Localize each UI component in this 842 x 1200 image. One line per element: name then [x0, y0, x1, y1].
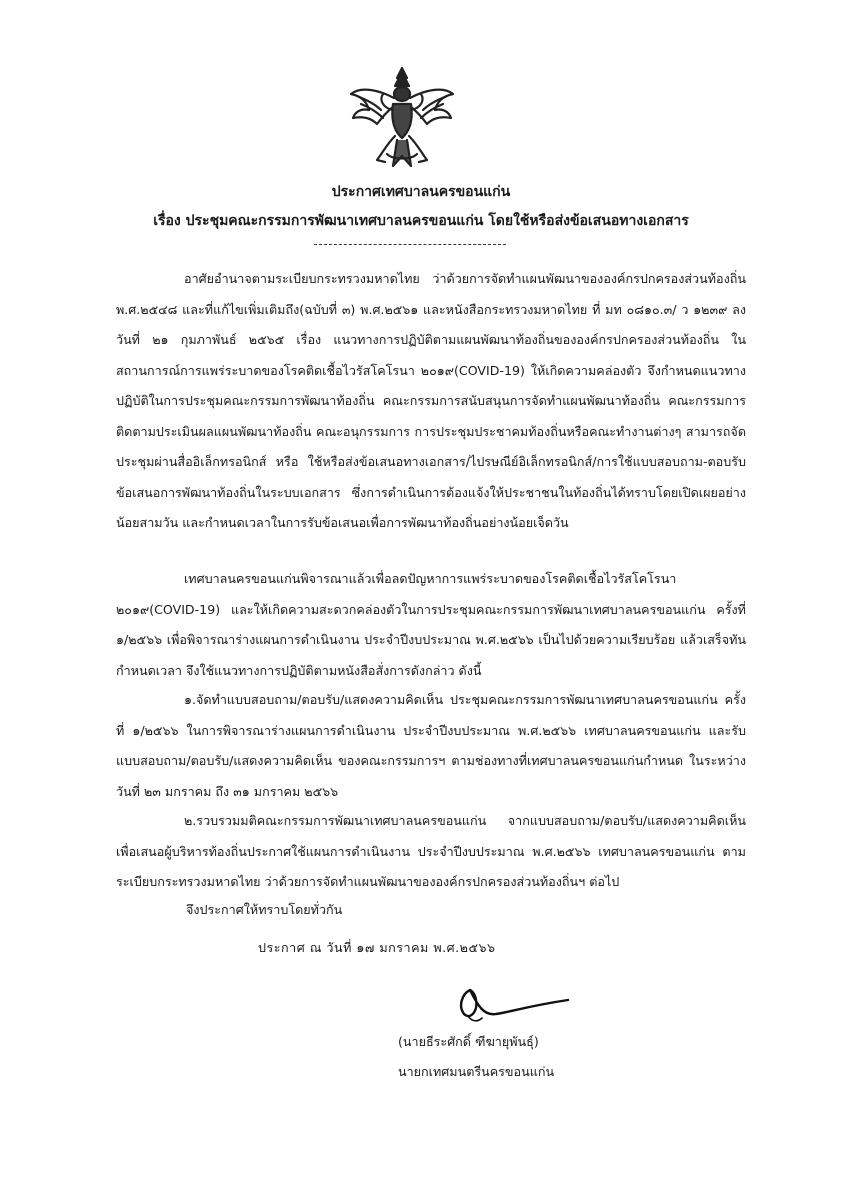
announcement-date: ประกาศ ณ วันที่ ๑๗ มกราคม พ.ศ.๒๕๖๖: [258, 940, 496, 955]
action-item-2: ๒.รวบรวมมติคณะกรรมการพัฒนาเทศบาลนครขอนแก่น จากแบบสอบถาม/ตอบรับ/แสดงความคิดเห็น เพื่อเสนอผู้บริหารท้องถิ่นประกาศใช้แผนการดำเนินงาน ประจำปีงบประมาณ พ.ศ.๒๕๖๖ เทศบาลนครขอนแก่น ตามระเบียบกระทรวงมหาดไทย ว่าด้วยการจัดทำแผนพัฒนาขององค์กรปกครองส่วนท้องถิ่นฯ ต่อไป: [116, 813, 746, 889]
body-paragraph-2: เทศบาลนครขอนแก่นพิจารณาแล้วเพื่อลดปัญหาการแพร่ระบาดของโรคติดเชื้อไวรัสโคโรนา ๒๐๑๙(COVID-19) และให้เกิดความสะดวกคล่องตัวในการประชุมคณะกรรมการพัฒนาเทศบาลนครขอนแก่น ครั้งที่ ๑/๒๕๖๖ เพื่อพิจารณาร่างแผนการดำเนินงาน ประจำปีงบประมาณ พ.ศ.๒๕๖๖ เป็นไปด้วยความเรียบร้อย แล้วเสร็จทันกำหนดเวลา จึงใช้แนวทางการปฏิบัติตามหนังสือสั่งการดังกล่าว ดังนี้: [116, 571, 746, 678]
garuda-emblem-icon: [347, 64, 457, 172]
signer-position: นายกเทศมนตรีนครขอนแก่น: [398, 1064, 555, 1079]
action-item-1: ๑.จัดทำแบบสอบถาม/ตอบรับ/แสดงความคิดเห็น ประชุมคณะกรรมการพัฒนาเทศบาลนครขอนแก่น ครั้งที่ ๑/๒๕๖๖ ในการพิจารณาร่างแผนการดำเนินงาน ประจำปีงบประมาณ พ.ศ.๒๕๖๖ เทศบาลนครขอนแก่น และรับแบบสอบถาม/ตอบรับ/แสดงความคิดเห็น ของคณะกรรมการฯ ตามช่องทางที่เทศบาลนครขอนแก่นกำหนด ในระหว่างวันที่ ๒๓ มกราคม ถึง ๓๑ มกราคม ๒๕๖๖: [116, 692, 746, 799]
closing-statement: จึงประกาศให้ทราบโดยทั่วกัน: [186, 902, 343, 917]
body-paragraph-1: อาศัยอำนาจตามระเบียบกระทรวงมหาดไทย ว่าด้วยการจัดทำแผนพัฒนาขององค์กรปกครองส่วนท้องถิ่น พ.ศ.๒๕๔๘ และที่แก้ไขเพิ่มเติมถึง(ฉบับที่ ๓) พ.ศ.๒๕๖๑ และหนังสือกระทรวงมหาดไทย ที่ มท ๐๘๑๐.๓/ ว ๑๒๓๙ ลงวันที่ ๒๑ กุมภาพันธ์ ๒๕๖๕ เรื่อง แนวทางการปฏิบัติตามแผนพัฒนาท้องถิ่นขององค์กรปกครองส่วนท้องถิ่น ในสถานการณ์การแพร่ระบาดของโรคติดเชื้อไวรัสโคโรนา ๒๐๑๙(COVID-19) ให้เกิดความคล่องตัว จึงกำหนดแนวทางปฏิบัติในการประชุมคณะกรรมการพัฒนาท้องถิ่น คณะกรรมการสนับสนุนการจัดทำแผนพัฒนาท้องถิ่น คณะกรรมการติดตามประเมินผลแผนพัฒนาท้องถิ่น คณะอนุกรรมการ การประชุมประชาคมท้องถิ่นหรือคณะทำงานต่างๆ สามารถจัดประชุมผ่านสื่ออิเล็กทรอนิกส์ หรือ ใช้หรือส่งข้อเสนอทางเอกสาร/ไปรษณีย์อิเล็กทรอนิกส์/การใช้แบบสอบถาม-ตอบรับข้อเสนอการพัฒนาท้องถิ่นในระบบเอกสาร ซึ่งการดำเนินการต้องแจ้งให้ประชาชนในท้องถิ่นได้ทราบโดยเปิดเผยอย่างน้อยสามวัน และกำหนดเวลาในการรับข้อเสนอเพื่อการพัฒนาท้องถิ่นอย่างน้อยเจ็ดวัน: [116, 271, 746, 530]
announcement-title: ประกาศเทศบาลนครขอนแก่น: [331, 184, 511, 200]
handwritten-signature-icon: [448, 976, 578, 1026]
title-divider: [314, 244, 506, 245]
announcement-subject: เรื่อง ประชุมคณะกรรมการพัฒนาเทศบาลนครขอนแก่น โดยใช้หรือส่งข้อเสนอทางเอกสาร: [153, 213, 689, 229]
signer-name: (นายธีระศักดิ์ ฑีฆายุพันธุ์): [398, 1034, 539, 1049]
